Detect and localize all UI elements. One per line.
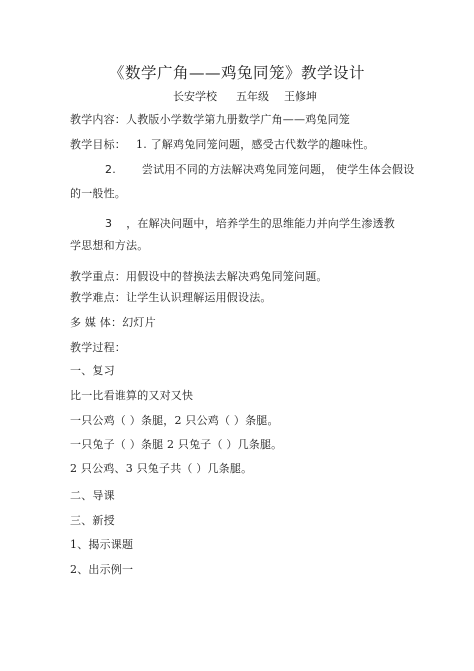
question-2: 一只兔子（ ）条腿 2 只兔子（ ）几条腿。 [70, 438, 283, 451]
question-3: 2 只公鸡、3 只兔子共（ ）几条腿。 [70, 462, 253, 475]
media-line: 多 媒 体：幻灯片 [70, 316, 156, 329]
step-show-example: 2、出示例一 [70, 563, 134, 576]
goal-2-text: 尝试用不同的方法解决鸡兔同笼问题， 使学生体会假设 [141, 163, 415, 176]
question-1: 一只公鸡（ ）条腿，2 只公鸡（ ）条腿。 [70, 414, 279, 427]
goal-3-text: ，在解决问题中，培养学生的思维能力并向学生渗透教 [126, 217, 396, 230]
grade-label: 五年级 [236, 90, 269, 103]
document-title: 《数学广角——鸡兔同笼》教学设计 [108, 64, 365, 82]
difficulty: 教学难点：让学生认识理解运用假设法。 [70, 291, 272, 304]
goal-3-number: 3 [105, 217, 113, 230]
school-name: 长安学校 [173, 90, 217, 103]
author-name: 王修坤 [284, 90, 317, 103]
section-review: 一、复习 [70, 364, 115, 377]
goal-line-1 [70, 138, 375, 152]
content-line: 教学内容：人教版小学数学第九册数学广角——鸡兔同笼 [70, 113, 350, 126]
goal-label: 教学目标： [70, 138, 126, 151]
goal-line-2 [105, 163, 414, 177]
goal-3-continuation: 学思想和方法。 [70, 239, 149, 252]
compare-line: 比一比看谁算的又对又快 [70, 389, 194, 402]
goal-2-number: 2. [105, 163, 116, 176]
goal-2-continuation: 的一般性。 [70, 187, 126, 200]
goal-1-text: 1. 了解鸡兔同笼问题，感受古代数学的趣味性。 [136, 138, 375, 151]
section-new: 三、新授 [70, 514, 115, 527]
goal-line-3 [105, 217, 395, 231]
step-reveal-topic: 1、揭示课题 [70, 538, 134, 551]
process-heading: 教学过程： [70, 341, 126, 354]
key-point: 教学重点：用假设中的替换法去解决鸡兔同笼问题。 [70, 270, 328, 283]
section-intro: 二、导课 [70, 489, 115, 502]
